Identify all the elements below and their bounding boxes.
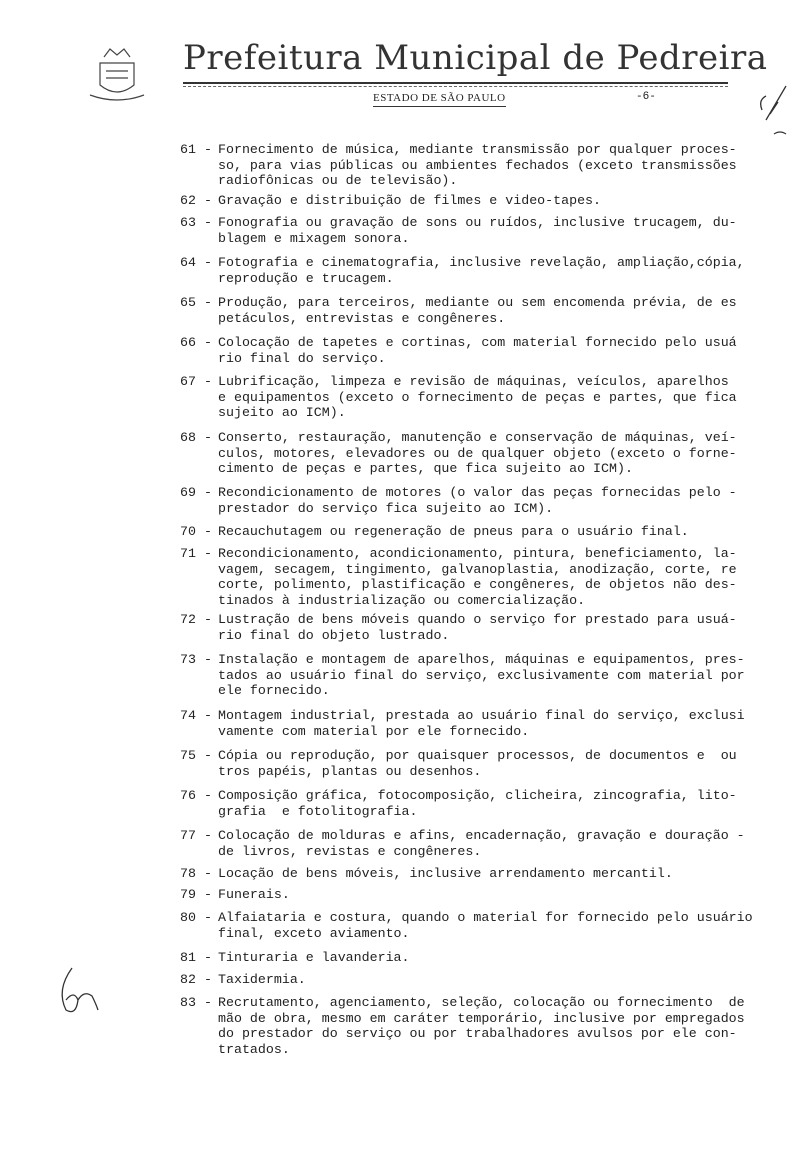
item-number: 81 - bbox=[180, 950, 212, 965]
item-number: 77 - bbox=[180, 828, 212, 843]
item-text-line: e equipamentos (exceto o fornecimento de peças e partes, que fica bbox=[218, 389, 737, 405]
item-number: 72 - bbox=[180, 612, 212, 627]
item-number: 70 - bbox=[180, 524, 212, 539]
item-number: 83 - bbox=[180, 995, 212, 1010]
item-text bbox=[218, 255, 758, 286]
item-text bbox=[218, 215, 758, 246]
item-number: 65 - bbox=[180, 295, 212, 310]
item-number: 80 - bbox=[180, 910, 212, 925]
handwritten-initial-icon bbox=[52, 960, 102, 1020]
item-text bbox=[218, 430, 758, 477]
item-text-line: Locação de bens móveis, inclusive arrendamento mercantil. bbox=[218, 866, 673, 881]
municipal-crest-icon bbox=[86, 45, 148, 105]
item-text-line: Funerais. bbox=[218, 887, 290, 902]
item-text-line: Conserto, restauração, manutenção e conservação de máquinas, veí- bbox=[218, 430, 737, 445]
item-text-line: vagem, secagem, tingimento, galvanoplastia, anodização, corte, re bbox=[218, 561, 737, 577]
item-text-line: prestador do serviço fica sujeito ao ICM). bbox=[218, 500, 554, 516]
item-text bbox=[218, 546, 758, 608]
item-text bbox=[218, 524, 758, 540]
item-text bbox=[218, 995, 758, 1057]
title-rule bbox=[183, 82, 728, 84]
item-text-line: Gravação e distribuição de filmes e video-tapes. bbox=[218, 193, 602, 208]
item-text bbox=[218, 972, 758, 988]
item-text-line: mão de obra, mesmo em caráter temporário, inclusive por empregados bbox=[218, 1010, 745, 1026]
item-text bbox=[218, 485, 758, 516]
item-number: 68 - bbox=[180, 430, 212, 445]
item-text-line: final, exceto aviamento. bbox=[218, 925, 410, 941]
item-text-line: Instalação e montagem de aparelhos, máquinas e equipamentos, pres- bbox=[218, 652, 745, 667]
item-text-line: corte, polimento, plastificação e congêneres, de objetos não des- bbox=[218, 577, 737, 592]
item-text-line: cimento de peças e partes, que fica sujeito ao ICM). bbox=[218, 461, 633, 476]
item-text-line: Lustração de bens móveis quando o serviço for prestado para usuá- bbox=[218, 612, 737, 627]
signature-initials-icon bbox=[752, 80, 792, 140]
item-number: 71 - bbox=[180, 546, 212, 561]
item-text-line: Fornecimento de música, mediante transmissão por qualquer proces- bbox=[218, 142, 737, 157]
state-subtitle: ESTADO DE SÃO PAULO bbox=[373, 92, 506, 107]
item-text bbox=[218, 374, 758, 421]
item-text-line: Montagem industrial, prestada ao usuário final do serviço, exclusi bbox=[218, 708, 745, 723]
item-text bbox=[218, 142, 758, 189]
item-text-line: do prestador do serviço ou por trabalhadores avulsos por ele con- bbox=[218, 1026, 737, 1041]
item-text-line: rio final do serviço. bbox=[218, 350, 386, 366]
item-text-line: Fonografia ou gravação de sons ou ruídos, inclusive trucagem, du- bbox=[218, 215, 737, 230]
item-number: 64 - bbox=[180, 255, 212, 270]
item-text bbox=[218, 335, 758, 366]
item-text bbox=[218, 193, 758, 209]
item-text-line: Fotografia e cinematografia, inclusive revelação, ampliação,cópia, bbox=[218, 255, 745, 270]
item-text bbox=[218, 828, 758, 859]
item-text bbox=[218, 295, 758, 326]
item-text bbox=[218, 652, 758, 699]
item-text bbox=[218, 708, 758, 739]
item-number: 69 - bbox=[180, 485, 212, 500]
item-number: 79 - bbox=[180, 887, 212, 902]
item-number: 61 - bbox=[180, 142, 212, 157]
item-text-line: Alfaiataria e costura, quando o material for fornecido pelo usuário bbox=[218, 910, 753, 925]
item-text-line: ele fornecido. bbox=[218, 683, 330, 698]
item-text-line: so, para vias públicas ou ambientes fechados (exceto transmissões bbox=[218, 157, 737, 173]
page-title: Prefeitura Municipal de Pedreira bbox=[183, 38, 768, 78]
item-text-line: Recondicionamento de motores (o valor das peças fornecidas pelo - bbox=[218, 485, 737, 500]
item-text-line: reprodução e trucagem. bbox=[218, 270, 394, 286]
item-text bbox=[218, 887, 758, 903]
item-number: 82 - bbox=[180, 972, 212, 987]
item-text-line: tratados. bbox=[218, 1041, 290, 1057]
page-number: -6- bbox=[636, 91, 656, 103]
title-rule-dashed bbox=[183, 86, 728, 87]
item-number: 76 - bbox=[180, 788, 212, 803]
item-text-line: Taxidermia. bbox=[218, 972, 306, 987]
item-number: 66 - bbox=[180, 335, 212, 350]
item-text bbox=[218, 910, 758, 941]
item-number: 75 - bbox=[180, 748, 212, 763]
item-text-line: petáculos, entrevistas e congêneres. bbox=[218, 310, 506, 326]
item-text-line: radiofônicas ou de televisão). bbox=[218, 173, 458, 188]
item-text-line: tros papéis, plantas ou desenhos. bbox=[218, 763, 482, 779]
item-text-line: Recauchutagem ou regeneração de pneus para o usuário final. bbox=[218, 524, 689, 539]
item-text bbox=[218, 950, 758, 966]
item-text-line: culos, motores, elevadores ou de qualquer objeto (exceto o forne- bbox=[218, 445, 737, 461]
item-text-line: Colocação de tapetes e cortinas, com material fornecido pelo usuá bbox=[218, 335, 737, 350]
item-text-line: rio final do objeto lustrado. bbox=[218, 627, 450, 643]
item-text-line: Cópia ou reprodução, por quaisquer processos, de documentos e ou bbox=[218, 748, 737, 763]
item-text-line: tinados à industrialização ou comercialização. bbox=[218, 592, 586, 608]
item-text-line: sujeito ao ICM). bbox=[218, 405, 346, 420]
item-number: 67 - bbox=[180, 374, 212, 389]
item-text-line: Tinturaria e lavanderia. bbox=[218, 950, 410, 965]
item-text-line: Lubrificação, limpeza e revisão de máquinas, veículos, aparelhos bbox=[218, 374, 729, 389]
item-number: 73 - bbox=[180, 652, 212, 667]
item-number: 62 - bbox=[180, 193, 212, 208]
item-text bbox=[218, 866, 758, 882]
item-number: 63 - bbox=[180, 215, 212, 230]
item-text-line: blagem e mixagem sonora. bbox=[218, 230, 410, 246]
item-text-line: vamente com material por ele fornecido. bbox=[218, 723, 530, 739]
item-text bbox=[218, 788, 758, 819]
item-text-line: Colocação de molduras e afins, encadernação, gravação e douração - bbox=[218, 828, 745, 843]
item-text bbox=[218, 612, 758, 643]
item-text-line: grafia e fotolitografia. bbox=[218, 803, 418, 819]
item-text-line: Composição gráfica, fotocomposição, clicheira, zincografia, lito- bbox=[218, 788, 737, 803]
item-text-line: tados ao usuário final do serviço, exclusivamente com material por bbox=[218, 667, 745, 683]
item-number: 74 - bbox=[180, 708, 212, 723]
item-number: 78 - bbox=[180, 866, 212, 881]
item-text-line: Recrutamento, agenciamento, seleção, colocação ou fornecimento de bbox=[218, 995, 745, 1010]
item-text-line: Produção, para terceiros, mediante ou sem encomenda prévia, de es bbox=[218, 295, 737, 310]
item-text-line: de livros, revistas e congêneres. bbox=[218, 843, 482, 859]
item-text bbox=[218, 748, 758, 779]
item-text-line: Recondicionamento, acondicionamento, pintura, beneficiamento, la- bbox=[218, 546, 737, 561]
